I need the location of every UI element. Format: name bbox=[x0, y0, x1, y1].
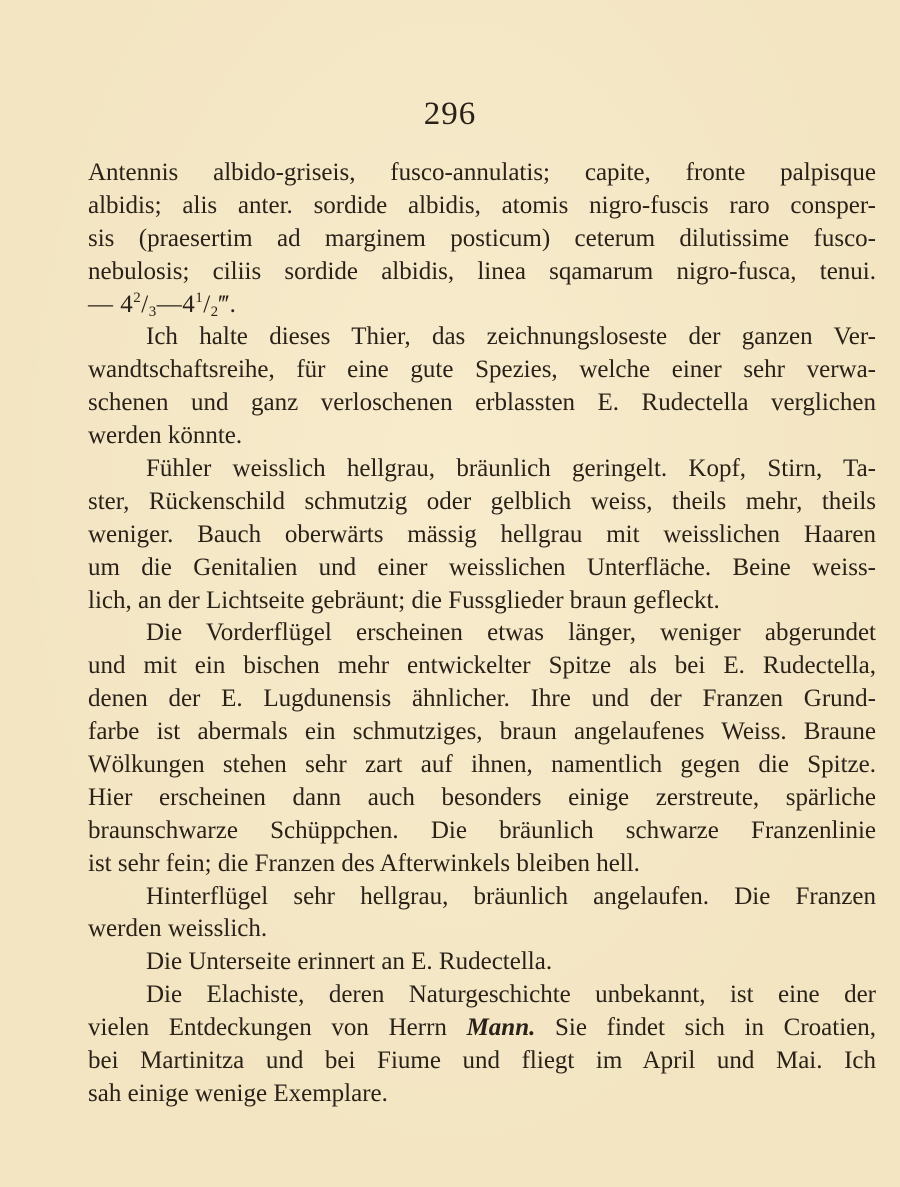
paragraph bbox=[88, 617, 876, 880]
text-line: Fühler weisslich hellgrau, bräunlich geringelt. Kopf, Stirn, Ta- bbox=[146, 455, 876, 483]
text-line: wandtschaftsreihe, für eine gute Spezies, welche einer sehr verwa- bbox=[88, 356, 876, 384]
text-line: bei Martinitza und bei Fiume und fliegt im April und Mai. Ich bbox=[88, 1047, 876, 1075]
size-separator: —4 bbox=[156, 290, 196, 318]
fraction-denominator: 2 bbox=[210, 303, 219, 320]
text-line: denen der E. Lugdunensis ähnlicher. Ihre und der Franzen Grund- bbox=[88, 685, 876, 713]
text-line: um die Genitalien und einer weisslichen Unterfläche. Beine weiss- bbox=[88, 553, 876, 581]
text-line: Die Elachiste, deren Naturgeschichte unbekannt, ist eine der bbox=[146, 981, 876, 1009]
body-text bbox=[88, 157, 876, 1111]
latin-description bbox=[88, 157, 876, 321]
author-name: Mann. bbox=[466, 1014, 536, 1042]
text-line: Antennis albido-griseis, fusco-annulatis; capite, fronte palpisque bbox=[88, 159, 876, 186]
paragraph bbox=[88, 979, 876, 1111]
text-line bbox=[88, 1012, 876, 1045]
wingspan-measurement: — $4^2/_3—4^1/_2‴$. bbox=[88, 289, 237, 320]
fraction-numerator: 2 bbox=[133, 289, 142, 306]
page-number: 296 bbox=[423, 96, 477, 132]
text-line: Die Unterseite erinnert an E. Rudectella. bbox=[146, 948, 553, 976]
text-line: weniger. Bauch oberwärts mässig hellgrau mit weisslichen Haaren bbox=[88, 520, 876, 548]
text-line: Die Vorderflügel erscheinen etwas länger, weniger abgerundet bbox=[146, 619, 876, 647]
text-line: ster, Rückenschild schmutzig oder gelblich weiss, theils mehr, theils bbox=[88, 487, 876, 515]
text-line: nebulosis; ciliis sordide albidis, linea sqamarum nigro-fusca, tenui. bbox=[88, 257, 876, 285]
text-line: farbe ist abermals ein schmutziges, braun angelaufenes Weiss. Braune bbox=[88, 718, 876, 746]
text-line: schenen und ganz verloschenen erblassten E. Rudectella verglichen bbox=[88, 389, 876, 417]
size-unit: ‴. bbox=[218, 290, 237, 318]
size-prefix: — 4 bbox=[88, 290, 134, 318]
text-line: und mit ein bischen mehr entwickelter Spitze als bei E. Rudectella, bbox=[88, 652, 876, 680]
text-line: Ich halte dieses Thier, das zeichnungsloseste der ganzen Ver- bbox=[146, 323, 876, 351]
text-line: werden könnte. bbox=[88, 422, 243, 450]
paragraph bbox=[88, 321, 876, 453]
paragraph bbox=[88, 453, 876, 617]
fraction-numerator: 1 bbox=[195, 289, 204, 306]
text-line: Hinterflügel sehr hellgrau, bräunlich angelaufen. Die Franzen bbox=[146, 882, 876, 910]
text-segment: vielen Entdeckungen von Herrn bbox=[88, 1014, 467, 1042]
text-line: Wölkungen stehen sehr zart auf ihnen, namentlich gegen die Spitze. bbox=[88, 751, 876, 779]
text-line: sis (praesertim ad marginem posticum) ceterum dilutissime fusco- bbox=[88, 224, 876, 252]
text-segment: Sie findet sich in Croatien, bbox=[535, 1014, 877, 1042]
paragraph bbox=[88, 881, 876, 947]
text-line: braunschwarze Schüppchen. Die bräunlich schwarze Franzenlinie bbox=[88, 816, 876, 844]
fraction-denominator: 3 bbox=[148, 303, 157, 320]
text-line: werden weisslich. bbox=[88, 915, 268, 943]
paragraph bbox=[88, 946, 876, 979]
text-line: Hier erscheinen dann auch besonders einige zerstreute, spärliche bbox=[88, 783, 876, 811]
text-line: ist sehr fein; die Franzen des Afterwinkels bleiben hell. bbox=[88, 849, 640, 877]
text-line: sah einige wenige Exemplare. bbox=[88, 1079, 388, 1107]
text-line: albidis; alis anter. sordide albidis, atomis nigro-fuscis raro consper- bbox=[88, 191, 876, 219]
text-line: lich, an der Lichtseite gebräunt; die Fussglieder braun gefleckt. bbox=[88, 586, 720, 614]
